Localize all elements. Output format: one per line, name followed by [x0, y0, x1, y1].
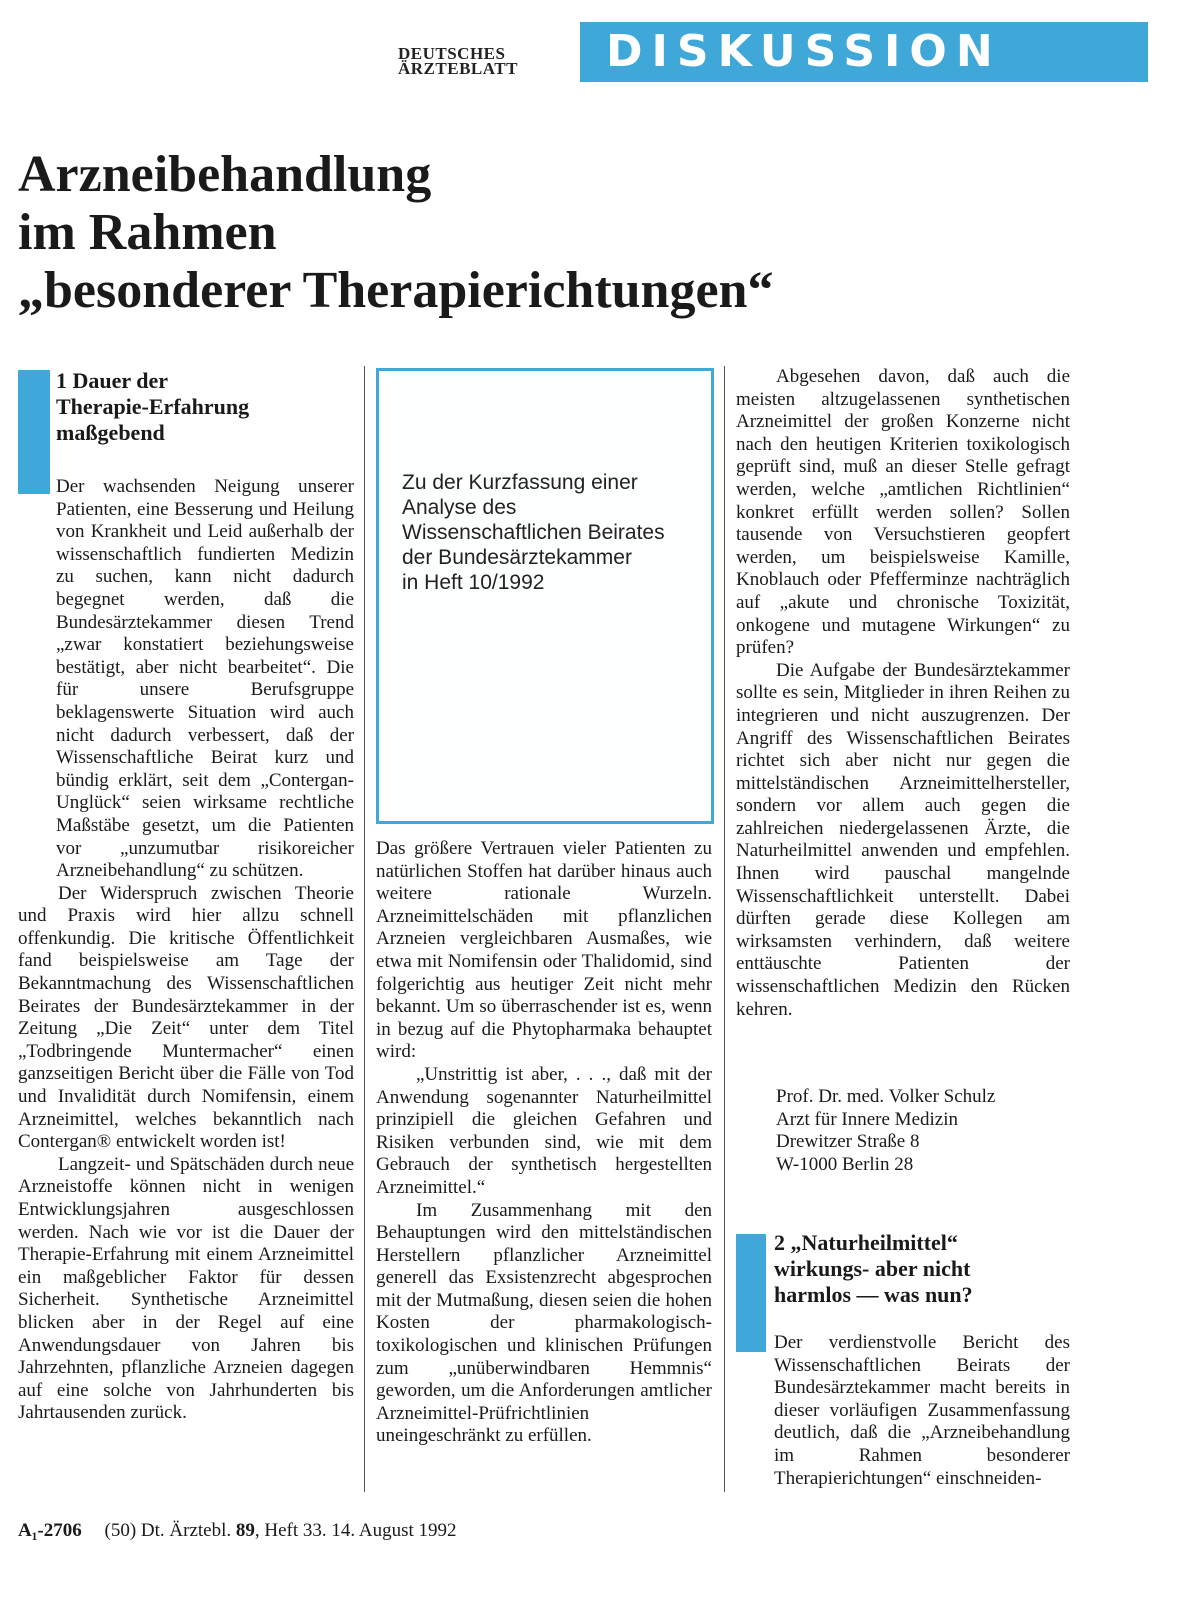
reference-line: Wissenschaftlichen Beirates: [402, 521, 665, 544]
section-heading-line: 1 Dauer der: [56, 368, 169, 393]
reference-text: [402, 470, 702, 595]
author-block: [776, 1086, 995, 1176]
section-heading: [774, 1230, 973, 1308]
paragraph: Der verdienstvolle Bericht des Wissenschaftlichen Beirats der Bundesärztekammer macht bereits in dieser vorläufigen Zusammenfassung deutlich, daß die „Arzneibehandlung im Rahmen besonderer Therapierichtungen“ einschneiden-: [774, 1332, 1070, 1489]
citation-suffix: , Heft 33. 14. August 1992: [254, 1520, 457, 1541]
column-divider: [364, 366, 365, 1492]
masthead-logo: [398, 46, 518, 76]
section-heading-line: wirkungs- aber nicht: [774, 1256, 971, 1281]
paragraph: Langzeit- und Spätschäden durch neue Arzneistoffe können nicht in wenigen Entwicklungsjahren ausgeschlossen werden. Nach wie vor ist die Dauer der Therapie-Erfahrung mit einem Arzneimittel ein maßgeblicher Faktor für dessen Sicherheit. Synthetische Arzneimittel blicken aber in der Regel auf eine Anwendungsdauer von Jahren bis Jahrzehnten, pflanzliche Arzneien dagegen auf eine solche von Jahrhunderten bis Jahrtausenden zurück.: [18, 1153, 354, 1424]
title-line: Arzneibehandlung: [18, 146, 432, 203]
section-kicker: DISKUSSION: [580, 22, 1148, 82]
masthead-line2: ÄRZTEBLATT: [398, 59, 518, 78]
section-heading: [56, 368, 249, 446]
section-heading-line: harmlos — was nun?: [774, 1282, 973, 1307]
citation-volume: 89: [235, 1520, 255, 1541]
reference-line: Zu der Kurzfassung einer: [402, 471, 638, 494]
reference-box: [376, 368, 714, 824]
title-line: im Rahmen: [18, 204, 277, 261]
paragraph: Der wachsenden Neigung unserer Patienten, eine Besserung und Heilung von Krankheit und Leid außerhalb der wissenschaftlich fundierten Medizin zu suchen, kann nicht dadurch begegnet werden, daß die Bundesärztekammer diesen Trend „zwar konstatiert beziehungsweise bestätigt, aber nicht bearbeitet“. Die für unsere Berufsgruppe beklagenswerte Situation wird auch nicht dadurch verbessert, daß der Wissenschaftliche Beirat kurz und bündig erklärt, seit dem „Contergan-Unglück“ seien wirksame rechtliche Maßstäbe gesetzt, um die Patienten vor „unzumutbar risikoreicher Arzneibehandlung“ zu schützen.: [56, 476, 354, 882]
citation-prefix: (50) Dt. Ärztebl.: [104, 1520, 232, 1541]
section-heading-line: Therapie-Erfahrung: [56, 394, 250, 419]
paragraph: Die Aufgabe der Bundesärztekammer sollte es sein, Mitglieder in ihren Reihen zu integrieren und nicht auszugrenzen. Der Angriff des Wissenschaftlichen Beirates richtet sich aber nicht nur gegen die mittelständischen Arzneimittelhersteller, sondern vor allem auch gegen die zahlreichen niedergelassenen Ärzte, die Naturheilmittel anwenden und empfehlen. Ihnen wird pauschal mangelnde Wissenschaftlichkeit unterstellt. Dabei dürften gerade diese Kollegen am wirksamsten verhindern, daß weitere enttäuschte Patienten der wissenschaftlichen Medizin den Rücken kehren.: [736, 659, 1070, 1020]
article-title: [18, 146, 773, 320]
page-footer: [18, 1520, 457, 1542]
column-divider: [724, 366, 725, 1492]
column-1: [18, 476, 354, 1425]
paragraph: Abgesehen davon, daß auch die meisten altzugelassenen synthetischen Arzneimittel der großen Konzerne nicht nach den heutigen Kriterien toxikologisch geprüft sind, muß an dieser Stelle gefragt werden, welche „amtlichen Richtlinien“ konkret erfüllt werden sollen? Sollen tausende von Versuchstieren geopfert werden, um beispielsweise Kamille, Knoblauch oder Pfefferminze nachträglich auf „akute und chronische Toxizität, onkogene und mutagene Wirkungen“ zu prüfen?: [736, 366, 1070, 659]
masthead-line1: DEUTSCHES: [398, 44, 506, 63]
paragraph: Das größere Vertrauen vieler Patienten zu natürlichen Stoffen hat darüber hinaus auch weitere rationale Wurzeln. Arzneimittelschäden mit pflanzlichen Arzneien vergleichbaren Ausmaßes, wie etwa mit Nomifensin oder Thalidomid, sind folgerichtig aus heutiger Zeit nicht mehr bekannt. Um so überraschender ist es, wenn in bezug auf die Phytopharmaka behauptet wird:: [376, 838, 712, 1063]
title-line: „besonderer Therapierichtungen“: [18, 262, 774, 319]
paragraph: Im Zusammenhang mit den Behauptungen wird den mittelständischen Herstellern pflanzlicher Arzneimittel generell das Exsistenzrecht abgesprochen mit der Mutmaßung, diesen seien die hohen Kosten der pharmakologisch-toxikologischen und klinischen Prüfungen zum „unüberwindbaren Hemmnis“ geworden, um die Anforderungen amtlicher Arzneimittel-Prüfrichtlinien uneingeschränkt zu erfüllen.: [376, 1199, 712, 1447]
author-name: Prof. Dr. med. Volker Schulz: [776, 1086, 996, 1107]
column-3-continued: [736, 1332, 1070, 1490]
reference-line: Analyse des: [402, 496, 517, 519]
reference-line: der Bundesärztekammer: [402, 546, 632, 569]
reference-line: in Heft 10/1992: [402, 571, 545, 594]
section-heading-line: 2 „Naturheilmittel“: [774, 1230, 958, 1255]
paragraph: Der Widerspruch zwischen Theorie und Praxis wird hier allzu schnell offenkundig. Die kritische Öffentlichkeit fand beispielsweise am Tage der Bekanntmachung des Wissenschaftlichen Beirates der Bundesärztekammer in der Zeitung „Die Zeit“ unter dem Titel „Todbringende Muntermacher“ einen ganzseitigen Bericht über die Fälle von Tod und Invalidität durch Nomifensin, einem Arzneimittel, welches bekanntlich nach Contergan® entwickelt worden ist!: [18, 882, 354, 1153]
section-heading-line: maßgebend: [56, 420, 165, 445]
page-number: A₁-2706: [18, 1520, 82, 1541]
author-city: W-1000 Berlin 28: [776, 1153, 914, 1175]
column-2: [376, 838, 712, 1448]
paragraph: „Unstrittig ist aber, . . ., daß mit der Anwendung sogenannter Naturheilmittel prinzipiell die gleichen Gefahren und Risiken verbunden sind, wie mit dem Gebrauch der synthetisch hergestellten Arzneimittel.“: [376, 1063, 712, 1198]
author-title: Arzt für Innere Medizin: [776, 1108, 959, 1130]
author-street: Drewitzer Straße 8: [776, 1131, 920, 1153]
column-3: [736, 366, 1070, 1021]
